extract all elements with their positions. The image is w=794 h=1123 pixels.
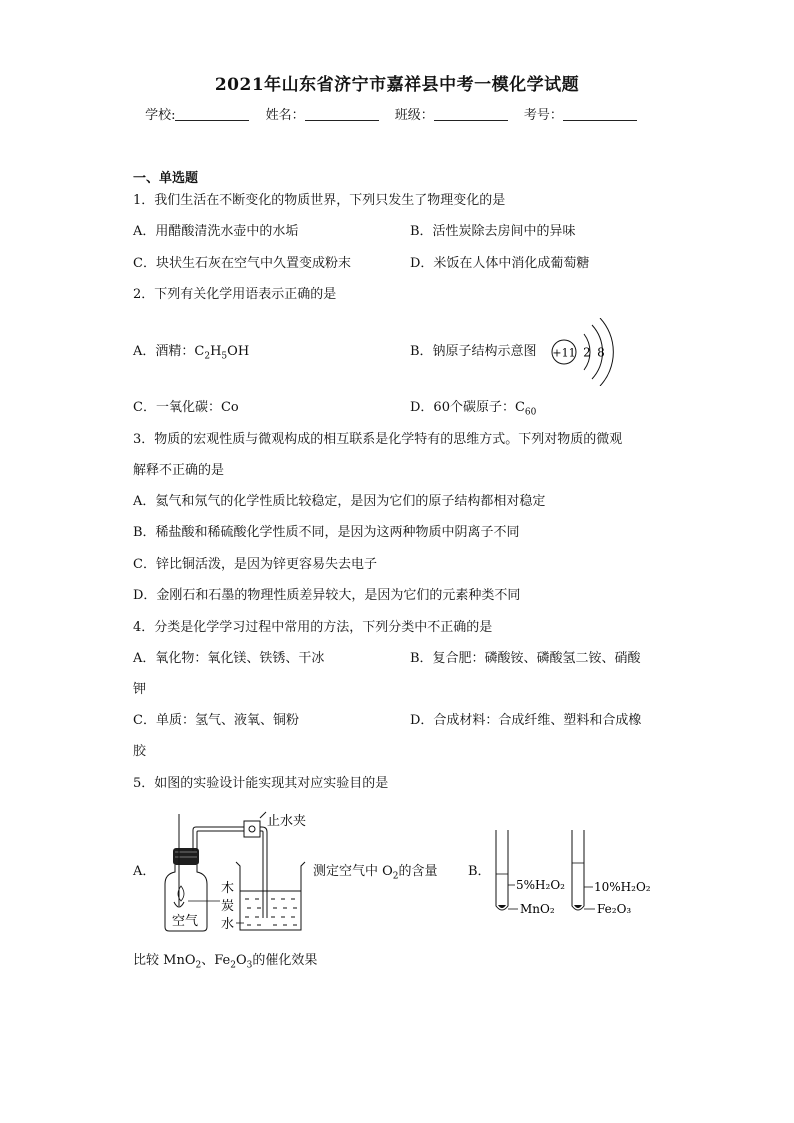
shell2-electrons: 8 bbox=[597, 345, 605, 360]
q3-option-a: A．氦气和氖气的化学性质比较稳定，是因为它们的原子结构都相对稳定 bbox=[133, 494, 546, 509]
q5-option-b-desc: 比较 MnO$_2$、$Fe_2O_3$的催化效果 bbox=[133, 953, 318, 971]
charcoal-label-1: 木 bbox=[221, 881, 235, 896]
q2-option-b: B．钠原子结构示意图 bbox=[410, 344, 537, 359]
exam-no-blank[interactable] bbox=[563, 107, 637, 121]
q1-option-b: B．活性炭除去房间中的异味 bbox=[410, 224, 576, 239]
name-label: 姓名： bbox=[265, 108, 305, 123]
school-label: 学校: bbox=[145, 108, 176, 123]
air-label: 空气 bbox=[172, 914, 199, 929]
sodium-atom-diagram bbox=[546, 318, 616, 386]
clamp-label: 止水夹 bbox=[267, 814, 307, 829]
q3-option-b: B．稀盐酸和稀硫酸化学性质不同，是因为这两种物质中阴离子不同 bbox=[133, 525, 520, 540]
class-label: 班级： bbox=[394, 108, 434, 123]
q3-stem-line1: 3．物质的宏观性质与微观构成的相互联系是化学特有的思维方式。下列对物质的微观 bbox=[133, 432, 623, 447]
tube1-solution-label: 5%H₂O₂ bbox=[516, 878, 565, 892]
q5-option-a-desc: 测定空气中 $O_2$的含量 bbox=[313, 864, 438, 882]
nucleus-charge: +11 bbox=[552, 346, 576, 360]
q5-option-a-label: A． bbox=[133, 864, 156, 879]
exam-no-label: 考号： bbox=[523, 108, 563, 123]
charcoal-combustion-apparatus bbox=[150, 806, 310, 936]
q1-option-a: A．用醋酸清洗水壶中的水垢 bbox=[133, 224, 299, 239]
class-blank[interactable] bbox=[434, 107, 508, 121]
tube1-catalyst-label: MnO₂ bbox=[520, 902, 555, 916]
q4-option-d-line1: D．合成材料：合成纤维、塑料和合成橡 bbox=[410, 713, 642, 728]
q4-option-a: A．氧化物：氧化镁、铁锈、干冰 bbox=[133, 651, 325, 666]
tube2-catalyst-label: Fe₂O₃ bbox=[597, 902, 632, 916]
tube2-solution-label: 10%H₂O₂ bbox=[594, 880, 651, 894]
school-blank[interactable] bbox=[175, 107, 249, 121]
q3-option-c: C．锌比铜活泼，是因为锌更容易失去电子 bbox=[133, 557, 377, 572]
q2-option-c: C．一氧化碳：Co bbox=[133, 400, 239, 415]
q2-stem: 2．下列有关化学用语表示正确的是 bbox=[133, 287, 337, 302]
page-title: 2021年山东省济宁市嘉祥县中考一模化学试题 bbox=[214, 75, 580, 95]
q3-stem-line2: 解释不正确的是 bbox=[133, 463, 225, 478]
q4-option-b-line2: 钾 bbox=[133, 682, 147, 697]
name-blank[interactable] bbox=[305, 107, 379, 121]
charcoal-label-2: 炭 bbox=[221, 899, 235, 914]
q4-option-d-line2: 胶 bbox=[133, 744, 147, 759]
q3-option-d: D．金刚石和石墨的物理性质差异较大，是因为它们的元素种类不同 bbox=[133, 588, 521, 603]
q2-option-d: D．60个碳原子：$C_{60}$ bbox=[410, 400, 537, 418]
catalyst-test-tubes bbox=[490, 822, 670, 922]
q4-option-b-line1: B．复合肥：磷酸铵、磷酸氢二铵、硝酸 bbox=[410, 651, 641, 666]
section-title: 一、单选题 bbox=[133, 171, 199, 186]
q4-stem: 4．分类是化学学习过程中常用的方法，下列分类中不正确的是 bbox=[133, 620, 493, 635]
q1-option-d: D．米饭在人体中消化成葡萄糖 bbox=[410, 256, 590, 271]
shell1-electrons: 2 bbox=[583, 345, 591, 360]
q1-stem: 1．我们生活在不断变化的物质世界，下列只发生了物理变化的是 bbox=[133, 193, 506, 208]
student-info-line bbox=[0, 104, 794, 123]
water-label: 水 bbox=[221, 917, 235, 932]
q1-option-c: C．块状生石灰在空气中久置变成粉末 bbox=[133, 256, 351, 271]
q5-option-b-label: B． bbox=[468, 864, 491, 879]
q2-option-a: A．酒精：$C_2H_5OH$ bbox=[133, 344, 250, 362]
q5-stem: 5．如图的实验设计能实现其对应实验目的是 bbox=[133, 776, 389, 791]
q4-option-c: C．单质：氢气、液氧、铜粉 bbox=[133, 713, 299, 728]
